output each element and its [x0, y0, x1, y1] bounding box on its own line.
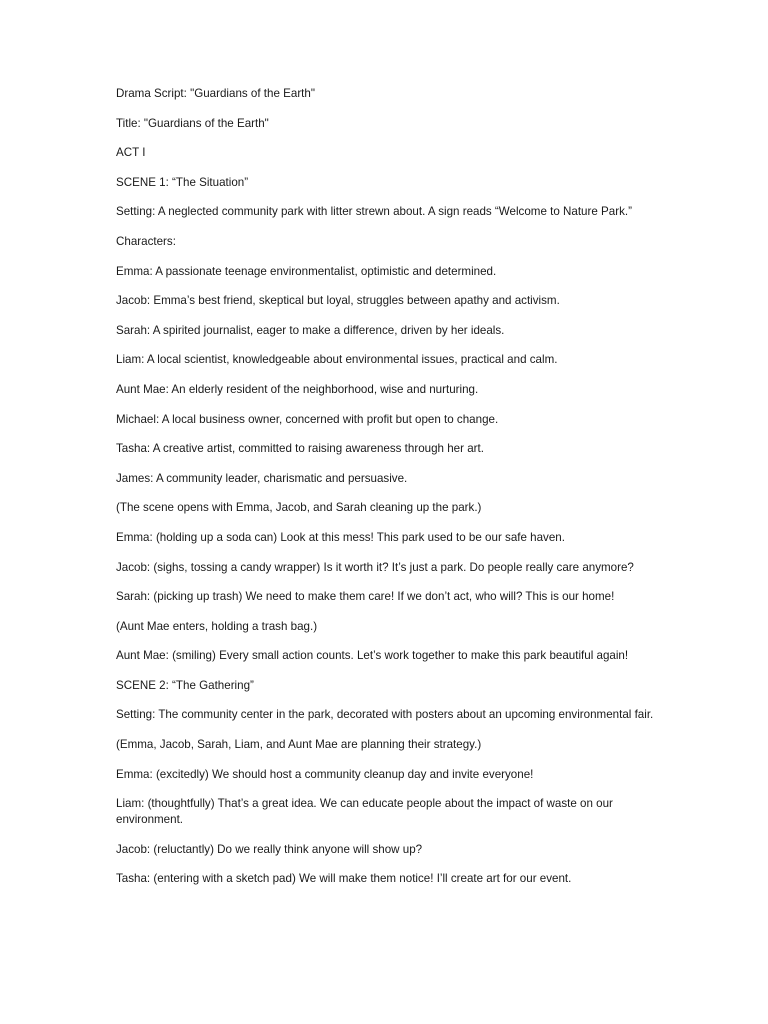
setting-line: Setting: The community center in the park, decorated with posters about an upcoming environmental fair. [116, 708, 654, 722]
character-line: Sarah: A spirited journalist, eager to make a difference, driven by her ideals. [116, 323, 505, 337]
stage-direction: (The scene opens with Emma, Jacob, and Sarah cleaning up the park.) [116, 501, 482, 515]
scene-heading: SCENE 1: “The Situation” [116, 175, 249, 189]
scene-heading: SCENE 2: “The Gathering” [116, 678, 254, 692]
dialogue-line: Tasha: (entering with a sketch pad) We will make them notice! I’ll create art for our event. [116, 872, 572, 886]
dialogue-line: Emma: (holding up a soda can) Look at this mess! This park used to be our safe haven. [116, 530, 565, 544]
character-line: Emma: A passionate teenage environmentalist, optimistic and determined. [116, 264, 497, 278]
stage-direction: (Emma, Jacob, Sarah, Liam, and Aunt Mae are planning their strategy.) [116, 738, 482, 752]
dialogue-line: Emma: (excitedly) We should host a community cleanup day and invite everyone! [116, 767, 534, 781]
dialogue-line: Jacob: (sighs, tossing a candy wrapper) Is it worth it? It’s just a park. Do people really care anymore? [116, 560, 634, 574]
character-line: Liam: A local scientist, knowledgeable about environmental issues, practical and calm. [116, 353, 558, 367]
character-line: Tasha: A creative artist, committed to raising awareness through her art. [116, 442, 484, 456]
setting-line: Setting: A neglected community park with litter strewn about. A sign reads “Welcome to Nature Park.” [116, 205, 632, 219]
dialogue-line: Liam: (thoughtfully) That’s a great idea. We can educate people about the impact of waste on our environment. [116, 797, 613, 827]
script-heading: Drama Script: "Guardians of the Earth" [116, 87, 315, 100]
character-line: James: A community leader, charismatic and persuasive. [116, 471, 408, 485]
title-line: Title: "Guardians of the Earth" [116, 116, 269, 130]
character-line: Jacob: Emma’s best friend, skeptical but loyal, struggles between apathy and activism. [116, 294, 560, 308]
stage-direction: (Aunt Mae enters, holding a trash bag.) [116, 619, 318, 633]
character-line: Aunt Mae: An elderly resident of the neighborhood, wise and nurturing. [116, 382, 479, 396]
dialogue-line: Aunt Mae: (smiling) Every small action counts. Let’s work together to make this park beautiful again! [116, 649, 629, 663]
dialogue-line: Sarah: (picking up trash) We need to make them care! If we don’t act, who will? This is our home! [116, 590, 615, 604]
dialogue-line: Jacob: (reluctantly) Do we really think anyone will show up? [116, 842, 423, 856]
character-line: Michael: A local business owner, concerned with profit but open to change. [116, 412, 499, 426]
act-heading: ACT I [116, 146, 146, 160]
characters-heading: Characters: [116, 234, 176, 248]
script-body [116, 86, 656, 901]
